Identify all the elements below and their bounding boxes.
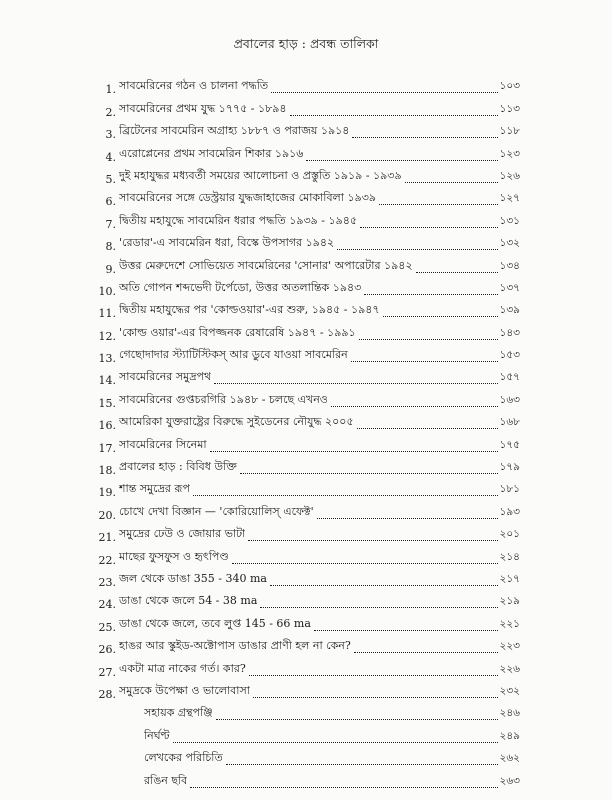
toc-entry-title: সাবমেরিনের গঠন ও চালনা পদ্ধতি [119, 79, 269, 93]
toc-entry-number: 27. [98, 665, 116, 679]
toc-entry-title: সাবমেরিনের সমুদ্রপথ [119, 370, 212, 384]
toc-entry-page: ২২৩ [499, 640, 520, 653]
toc-entry-page: ১২৩ [499, 147, 520, 160]
toc-entry [96, 634, 520, 656]
dot-leader [248, 540, 497, 541]
dot-leader [193, 495, 498, 496]
toc-entry-number: 19. [98, 486, 116, 500]
toc-entry-number: 3. [105, 128, 116, 142]
toc-entry-page: ১২৬ [499, 169, 520, 182]
dot-leader [331, 406, 498, 407]
toc-entry-page: ২৬৩ [499, 774, 520, 787]
toc-entry-number: 8. [105, 240, 116, 254]
dot-leader [290, 115, 498, 116]
toc-entry-number: 7. [105, 217, 116, 231]
toc-entry-number: 28. [98, 687, 116, 701]
dot-leader [210, 451, 498, 452]
toc-entry [96, 74, 520, 96]
dot-leader [405, 182, 498, 183]
toc-entry [96, 119, 520, 141]
toc-entry [96, 679, 520, 701]
toc-entry-title: উত্তর মেরুদেশে সোভিয়েত সাবমেরিনের 'সোনার' অপারেটার ১৯৪২ [119, 258, 413, 272]
dot-leader [306, 160, 497, 161]
dot-leader [359, 339, 498, 340]
toc-entry-title: এরোপ্লেনের প্রথম সাবমেরিন শিকার ১৯১৬ [119, 146, 304, 160]
dot-leader [214, 383, 497, 384]
toc-entry-title: সাবমেরিনের সঙ্গে ডেস্ট্রয়ার যুদ্ধজাহাজের মোকাবিলা ১৯৩৯ [119, 191, 377, 205]
toc-entry-title: নির্ঘণ্ট [144, 728, 170, 742]
toc-entry-title: সমুদ্রের ঢেউ ও জোয়ার ভাটা [119, 527, 246, 541]
toc-entry-number: 16. [98, 419, 116, 433]
toc-entry-title: হাঙর আর স্কুইড-অক্টোপাস ডাঙার প্রাণী হল না কেন? [119, 639, 351, 653]
toc-entry-page: ১৫৩ [499, 349, 520, 362]
dot-leader [173, 742, 498, 743]
toc-entry-number: 15. [98, 396, 116, 410]
dot-leader [270, 585, 498, 586]
toc-entry-title: গেছোদাদার স্ট্যাটিস্টিকস্ আর ডুবে যাওয়া সাবমেরিন [119, 348, 348, 362]
toc-entry-number: 6. [105, 195, 116, 209]
toc-entry [96, 455, 520, 477]
dot-leader [416, 272, 498, 273]
toc-entry-title: একটা মাত্র নাকের গর্ত। কার? [119, 661, 246, 675]
toc-entry-title: মাছের ফুসফুস ও হৃৎপিণ্ড [119, 549, 229, 563]
toc-entry-number: 11. [98, 307, 116, 321]
toc-entry-page: ২২৬ [499, 662, 520, 675]
dot-leader [216, 719, 498, 720]
toc-entry-page: ১১৮ [499, 125, 520, 138]
toc-entry-number: 25. [98, 620, 116, 634]
toc-entry-title: শান্ত সমুদ্রের রূপ [119, 482, 190, 496]
toc-entry-title: সাবমেরিনের প্রথম যুদ্ধ ১৭৭৫ - ১৮৯৪ [119, 101, 287, 115]
toc-entry [96, 231, 520, 253]
toc-entry-page: ১৬৮ [499, 416, 520, 429]
toc-entry [96, 589, 520, 611]
toc-entry-number: 10. [98, 284, 116, 298]
toc-entry-title: সহায়ক গ্রন্থপঞ্জি [144, 706, 213, 720]
toc-entry-title: সাবমেরিনের গুপ্তচরগিরি ১৯৪৮ - চলছে এখনও [119, 392, 328, 406]
dot-leader [379, 204, 498, 205]
toc-entry-title: দ্বিতীয় মহাযুদ্ধে সাবমেরিন ধরার পদ্ধতি ১৯৩৯ - ১৯৪৫ [119, 213, 358, 227]
toc-entry [96, 164, 520, 186]
toc-entry-page: ২১৯ [499, 595, 520, 608]
toc-entry-page: ১৬৩ [499, 393, 520, 406]
toc-entry [96, 723, 520, 745]
toc-entry-page: ২৪৯ [499, 729, 520, 742]
toc-entry-page: ২০১ [499, 528, 520, 541]
toc-entry [96, 746, 520, 768]
dot-leader [253, 697, 498, 698]
dot-leader [360, 227, 497, 228]
toc-entry-number: 14. [98, 374, 116, 388]
toc-entry-title: ডাঙা থেকে জলে 54 - 38 ma [119, 594, 258, 608]
toc-entry-title: দ্বিতীয় মহাযুদ্ধের পর 'কোল্ডওয়ার'-এর শুরু, ১৯৪৫ - ১৯৪৭ [119, 303, 380, 317]
toc-entry [96, 567, 520, 589]
toc-entry-page: ১২৭ [499, 192, 520, 205]
toc-entry-page: ১৩৪ [499, 259, 520, 272]
toc-entry-number: 4. [105, 150, 116, 164]
dot-leader [190, 787, 497, 788]
toc-entry [96, 208, 520, 230]
toc-entry [96, 253, 520, 275]
toc-entry-page: ১৩১ [499, 214, 520, 227]
toc-entry [96, 768, 520, 790]
dot-leader [364, 294, 497, 295]
toc-entry [96, 365, 520, 387]
toc-entry [96, 544, 520, 566]
table-of-contents [96, 74, 520, 791]
toc-entry-title: আমেরিকা যুক্তরাষ্ট্রের বিরুদ্ধে সুইডেনের নৌযুদ্ধ ২০০৫ [119, 415, 354, 429]
toc-entry-page: ১৫৭ [499, 371, 520, 384]
toc-entry [96, 141, 520, 163]
toc-entry-page: ১৩৭ [499, 281, 520, 294]
toc-entry [96, 432, 520, 454]
dot-leader [271, 92, 497, 93]
toc-entry-title: 'কোল্ড ওয়ার'-এর বিপজ্জনক রেষারেষি ১৯৪৭ - ১৯৯১ [119, 325, 356, 339]
toc-entry-number: 17. [98, 441, 116, 455]
toc-entry [96, 656, 520, 678]
toc-entry [96, 499, 520, 521]
toc-entry-page: ২৪৬ [499, 707, 520, 720]
toc-entry-page: ১৭৯ [499, 461, 520, 474]
toc-entry [96, 477, 520, 499]
dot-leader [240, 473, 498, 474]
dot-leader [232, 563, 498, 564]
dot-leader [354, 652, 498, 653]
toc-entry-page: ১১৩ [499, 102, 520, 115]
toc-entry-title: অতি গোপন শব্দভেদী টর্পেডো, উত্তর অতলান্তিক ১৯৪৩ [119, 280, 362, 294]
dot-leader [317, 518, 498, 519]
toc-entry [96, 410, 520, 432]
toc-entry-title: দুই মহাযুদ্ধর মধ্যবর্তী সময়ের আলোচনা ও প্রস্তুতি ১৯১৯ - ১৯৩৯ [119, 168, 402, 182]
toc-entry-number: 20. [98, 508, 116, 522]
dot-leader [352, 137, 497, 138]
toc-entry-number: 12. [98, 329, 116, 343]
toc-entry [96, 343, 520, 365]
dot-leader [260, 607, 497, 608]
toc-entry-number: 26. [98, 643, 116, 657]
toc-entry [96, 96, 520, 118]
toc-entry-title: সমুদ্রকে উপেক্ষা ও ভালোবাসা [119, 683, 250, 697]
toc-entry-number: 21. [98, 531, 116, 545]
toc-entry-page: ২২১ [499, 617, 520, 630]
toc-entry-number: 22. [98, 553, 116, 567]
toc-entry-title: রঙিন ছবি [144, 773, 188, 787]
toc-entry-title: 'রেডার'-এ সাবমেরিন ধরা, বিস্কে উপসাগর ১৯৪২ [119, 236, 335, 250]
toc-entry-title: জল থেকে ডাঙা 355 - 340 ma [119, 571, 267, 585]
toc-entry-title: চোখে দেখা বিজ্ঞান — 'কোরিয়োলিস্ এফেক্ট' [119, 504, 314, 518]
toc-entry-number: 5. [105, 172, 116, 186]
toc-entry-number: 13. [98, 352, 116, 366]
toc-entry [96, 522, 520, 544]
dot-leader [383, 316, 498, 317]
toc-entry-page: ১৮১ [499, 483, 520, 496]
toc-entry-number: 1. [105, 83, 116, 97]
dot-leader [337, 249, 497, 250]
dot-leader [351, 361, 498, 362]
dot-leader [357, 428, 498, 429]
dot-leader [249, 675, 498, 676]
toc-entry-page: ১৩২ [499, 237, 520, 250]
toc-entry-page: ১৪৩ [499, 326, 520, 339]
toc-entry [96, 387, 520, 409]
dot-leader [226, 764, 498, 765]
dot-leader [314, 630, 498, 631]
toc-entry [96, 298, 520, 320]
toc-entry-number: 24. [98, 598, 116, 612]
toc-entry [96, 320, 520, 342]
toc-entry-title: ডাঙা থেকে জলে, তবে লুপ্ত 145 - 66 ma [119, 616, 311, 630]
toc-entry-title: ব্রিটেনের সাবমেরিন অগ্রাহ্য ১৮৮৭ ও পরাজয় ১৯১৪ [119, 124, 350, 138]
toc-entry [96, 186, 520, 208]
toc-entry-page: ১৩৯ [499, 304, 520, 317]
toc-entry-title: সাবমেরিনের সিনেমা [119, 437, 207, 451]
toc-entry-page: ১৭৫ [499, 438, 520, 451]
toc-entry-page: ২৩২ [499, 684, 520, 697]
toc-entry-page: ২১৪ [499, 550, 520, 563]
toc-entry [96, 611, 520, 633]
toc-entry-page: ১৯৩ [499, 505, 520, 518]
toc-entry-number: 2. [105, 105, 116, 119]
toc-entry [96, 701, 520, 723]
toc-entry-number: 23. [98, 575, 116, 589]
toc-entry-title: লেখকের পরিচিতি [144, 751, 223, 765]
toc-entry [96, 276, 520, 298]
toc-entry-page: ২৬২ [499, 752, 520, 765]
toc-entry-number: 18. [98, 464, 116, 478]
toc-entry-page: ১০৩ [499, 80, 520, 93]
toc-entry-title: প্রবালের হাড় : বিবিধ উক্তি [119, 460, 237, 474]
toc-entry-number: 9. [105, 262, 116, 276]
toc-entry-page: ২১৭ [499, 572, 520, 585]
page-title: প্রবালের হাড় : প্রবন্ধ তালিকা [233, 36, 379, 51]
